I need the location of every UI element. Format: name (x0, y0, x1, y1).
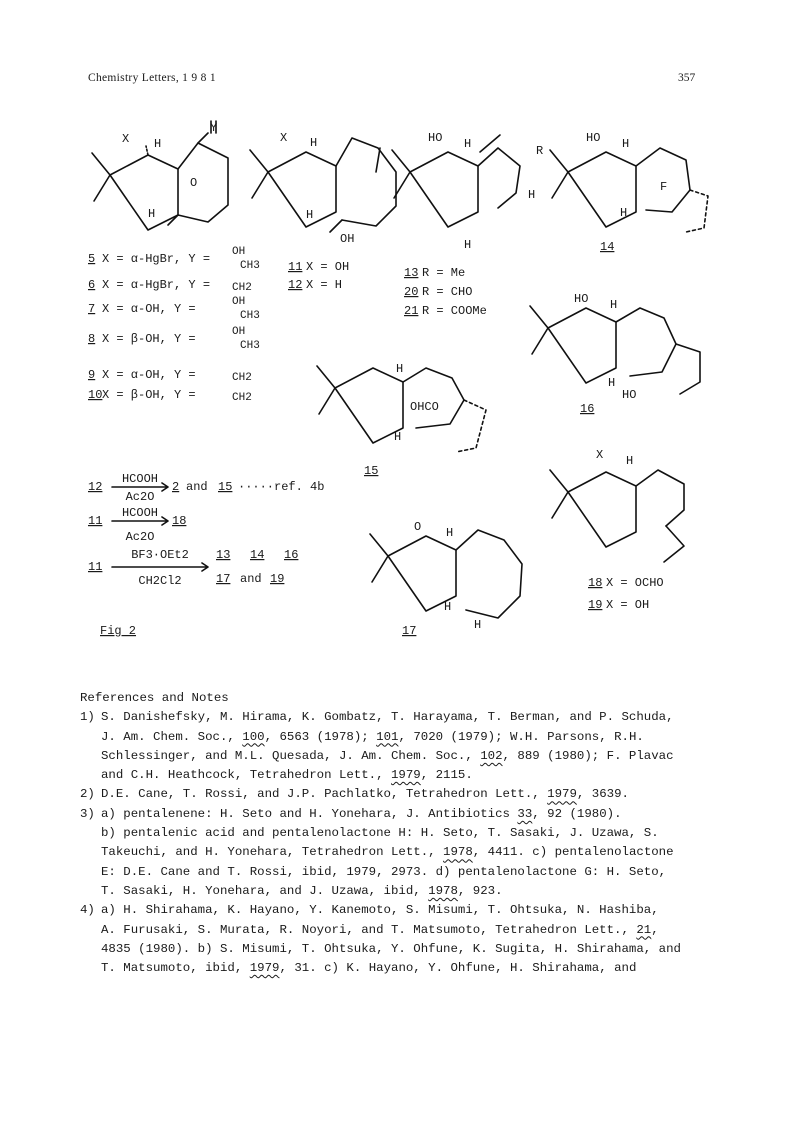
volume-year: 101 (376, 729, 399, 744)
reference-line: a) pentalenene: H. Seto and H. Yonehara, J. Antibiotics 33, 92 (1980). (101, 806, 622, 821)
atom-label-h: H (610, 298, 618, 312)
compound-definition: X = OCHO (606, 576, 664, 590)
journal-header: Chemistry Letters, 1 9 8 1 (88, 72, 216, 84)
compound-number: 6 (88, 278, 96, 292)
references-section (80, 689, 740, 978)
reaction-reagent: Ac2O (125, 490, 155, 504)
atom-label-h: H (310, 136, 318, 150)
reference-number: 2) (80, 787, 95, 802)
reaction-reagent: HCOOH (121, 506, 159, 520)
volume-year: 33 (517, 806, 533, 821)
atom-label-h: H (444, 600, 452, 614)
compound-definition: R = Me (422, 266, 466, 280)
compound-number: 10 (88, 388, 103, 402)
reference-number: 4) (80, 903, 95, 918)
reference-line: and C.H. Heathcock, Tetrahedron Lett., 1979, 2115. (101, 768, 473, 783)
compound-number: 14 (600, 240, 615, 254)
compound-number: 15 (364, 464, 379, 478)
compound-number: 17 (402, 624, 417, 638)
reference-list (80, 708, 740, 978)
atom-label-ho: HO (622, 388, 637, 402)
reference-line: J. Am. Chem. Soc., 100, 6563 (1978); 101, 7020 (1979); W.H. Parsons, R.H. (101, 729, 644, 744)
volume-year: 1979 (547, 787, 577, 802)
group-label: CH2 (232, 282, 252, 294)
volume-year: 1979 (391, 768, 421, 783)
atom-label-h: H (626, 454, 634, 468)
reference-item (80, 708, 740, 785)
reaction-reactant: 11 (88, 560, 103, 574)
compound-definition: X = β-OH, Y = (102, 388, 196, 402)
atom-label-x: X (280, 131, 288, 145)
atom-label-r: R (536, 144, 544, 158)
volume-year: 21 (636, 922, 652, 937)
references-heading: References and Notes (80, 691, 229, 705)
volume-year: 1979 (249, 961, 280, 976)
reference-item (80, 785, 740, 804)
compound-number: 20 (404, 285, 419, 299)
reaction-product: 19 (270, 572, 285, 586)
compound-definition: X = β-OH, Y = (102, 332, 196, 346)
atom-label-x: X (596, 448, 604, 462)
reaction-reagent: HCOOH (121, 472, 159, 486)
reference-number: 3) (80, 806, 95, 821)
atom-label-h: H (394, 430, 402, 444)
compound-number: 13 (404, 266, 419, 280)
atom-label-oh: OH (340, 232, 355, 246)
atom-label-h: H (306, 208, 314, 222)
compound-definition: X = α-HgBr, Y = (102, 252, 211, 266)
reference-item (80, 901, 740, 978)
compound-number: 8 (88, 332, 96, 346)
group-label: CH2 (232, 392, 252, 404)
atom-label-h: H (464, 238, 472, 252)
reference-line: A. Furusaki, S. Murata, R. Noyori, and T. Matsumoto, Tetrahedron Lett., 21, (101, 922, 659, 937)
atom-label-ho: HO (586, 131, 601, 145)
group-label: OH (232, 326, 246, 338)
atom-label-h: H (396, 362, 404, 376)
volume-year: 102 (480, 748, 503, 763)
reaction-reactant: 12 (88, 480, 103, 494)
group-label: CH3 (240, 310, 260, 322)
atom-label-h: H (154, 137, 162, 151)
reference-line: E: D.E. Cane and T. Rossi, ibid, 1979, 2973. d) pentalenolactone G: H. Seto, (101, 864, 667, 879)
atom-label-ho: HO (574, 292, 589, 306)
figure-caption: Fig 2 (100, 624, 137, 638)
group-label: OH (232, 246, 246, 258)
reaction-connector: and (186, 480, 208, 494)
volume-year: 1978 (428, 883, 458, 898)
reference-line: T. Matsumoto, ibid, 1979, 31. c) K. Hayano, Y. Ohfune, H. Shirahama, and (101, 961, 637, 976)
compound-number: 9 (88, 368, 96, 382)
page-number: 357 (678, 72, 696, 84)
reaction-reagent: BF3·OEt2 (131, 548, 189, 562)
volume-year: 100 (242, 729, 265, 744)
reference-line: 4835 (1980). b) S. Misumi, T. Ohtsuka, Y. Ohfune, K. Sugita, H. Shirahama, and (101, 941, 681, 956)
atom-label-x: X (122, 132, 130, 146)
compound-definition: X = α-OH, Y = (102, 368, 196, 382)
atom-label-o: O (190, 176, 198, 190)
reaction-note: ·····ref. 4b (238, 480, 325, 494)
volume-year: 1978 (443, 845, 473, 860)
compound-definition: R = CHO (422, 285, 473, 299)
reaction-product: 15 (218, 480, 233, 494)
atom-label-ho: HO (428, 131, 443, 145)
compound-number: 21 (404, 304, 419, 318)
compound-definition: X = α-HgBr, Y = (102, 278, 211, 292)
reaction-product: 2 (172, 480, 180, 494)
group-label: OH (232, 296, 246, 308)
group-label: CH3 (240, 260, 260, 272)
reaction-product: 18 (172, 514, 187, 528)
atom-label-h: H (446, 526, 454, 540)
group-label: CH3 (240, 340, 260, 352)
reference-line: Schlessinger, and M.L. Quesada, J. Am. Chem. Soc., 102, 889 (1980); F. Plavac (101, 748, 674, 763)
atom-label-h: H (608, 376, 616, 390)
compound-definition: X = α-OH, Y = (102, 302, 196, 316)
reference-line: Takeuchi, and H. Yonehara, Tetrahedron Lett., 1978, 4411. c) pentalenolactone (101, 845, 674, 860)
reaction-product: 13 (216, 548, 231, 562)
reaction-product: 16 (284, 548, 299, 562)
compound-definition: X = H (306, 278, 343, 292)
reaction-connector: and (240, 572, 262, 586)
atom-label-f: F (660, 180, 668, 194)
reaction-reactant: 11 (88, 514, 103, 528)
reference-item (80, 805, 740, 901)
reaction-product: 14 (250, 548, 265, 562)
reference-line: S. Danishefsky, M. Hirama, K. Gombatz, T. Harayama, T. Berman, and P. Schuda, (101, 710, 674, 725)
atom-label-h: H (528, 188, 536, 202)
atom-label-ohco: OHCO (410, 400, 439, 414)
atom-label-h: H (148, 207, 156, 221)
compound-number: 5 (88, 252, 96, 266)
atom-label-h: H (464, 137, 472, 151)
atom-label-h: H (622, 137, 630, 151)
reference-line: a) H. Shirahama, K. Hayano, Y. Kanemoto, S. Misumi, T. Ohtsuka, N. Hashiba, (101, 903, 659, 918)
compound-number: 7 (88, 302, 96, 316)
atom-label-y: Y (210, 121, 218, 135)
group-label: CH2 (232, 372, 252, 384)
atom-label-o: O (414, 520, 422, 534)
compound-number: 11 (288, 260, 303, 274)
reference-line: b) pentalenic acid and pentalenolactone H: H. Seto, T. Sasaki, J. Uzawa, S. (101, 826, 659, 841)
compound-number: 19 (588, 598, 603, 612)
compound-number: 12 (288, 278, 303, 292)
reaction-reagent: Ac2O (125, 530, 155, 544)
compound-definition: X = OH (606, 598, 650, 612)
compound-definition: X = OH (306, 260, 350, 274)
compound-number: 16 (580, 402, 595, 416)
reference-line: D.E. Cane, T. Rossi, and J.P. Pachlatko, Tetrahedron Lett., 1979, 3639. (101, 787, 629, 802)
reaction-product: 17 (216, 572, 231, 586)
reaction-reagent: CH2Cl2 (138, 574, 182, 588)
reference-line: T. Sasaki, H. Yonehara, and J. Uzawa, ibid, 1978, 923. (101, 883, 503, 898)
compound-definition: R = COOMe (422, 304, 487, 318)
atom-label-h: H (474, 618, 482, 632)
atom-label-h: H (620, 206, 628, 220)
compound-number: 18 (588, 576, 603, 590)
reference-number: 1) (80, 710, 95, 725)
